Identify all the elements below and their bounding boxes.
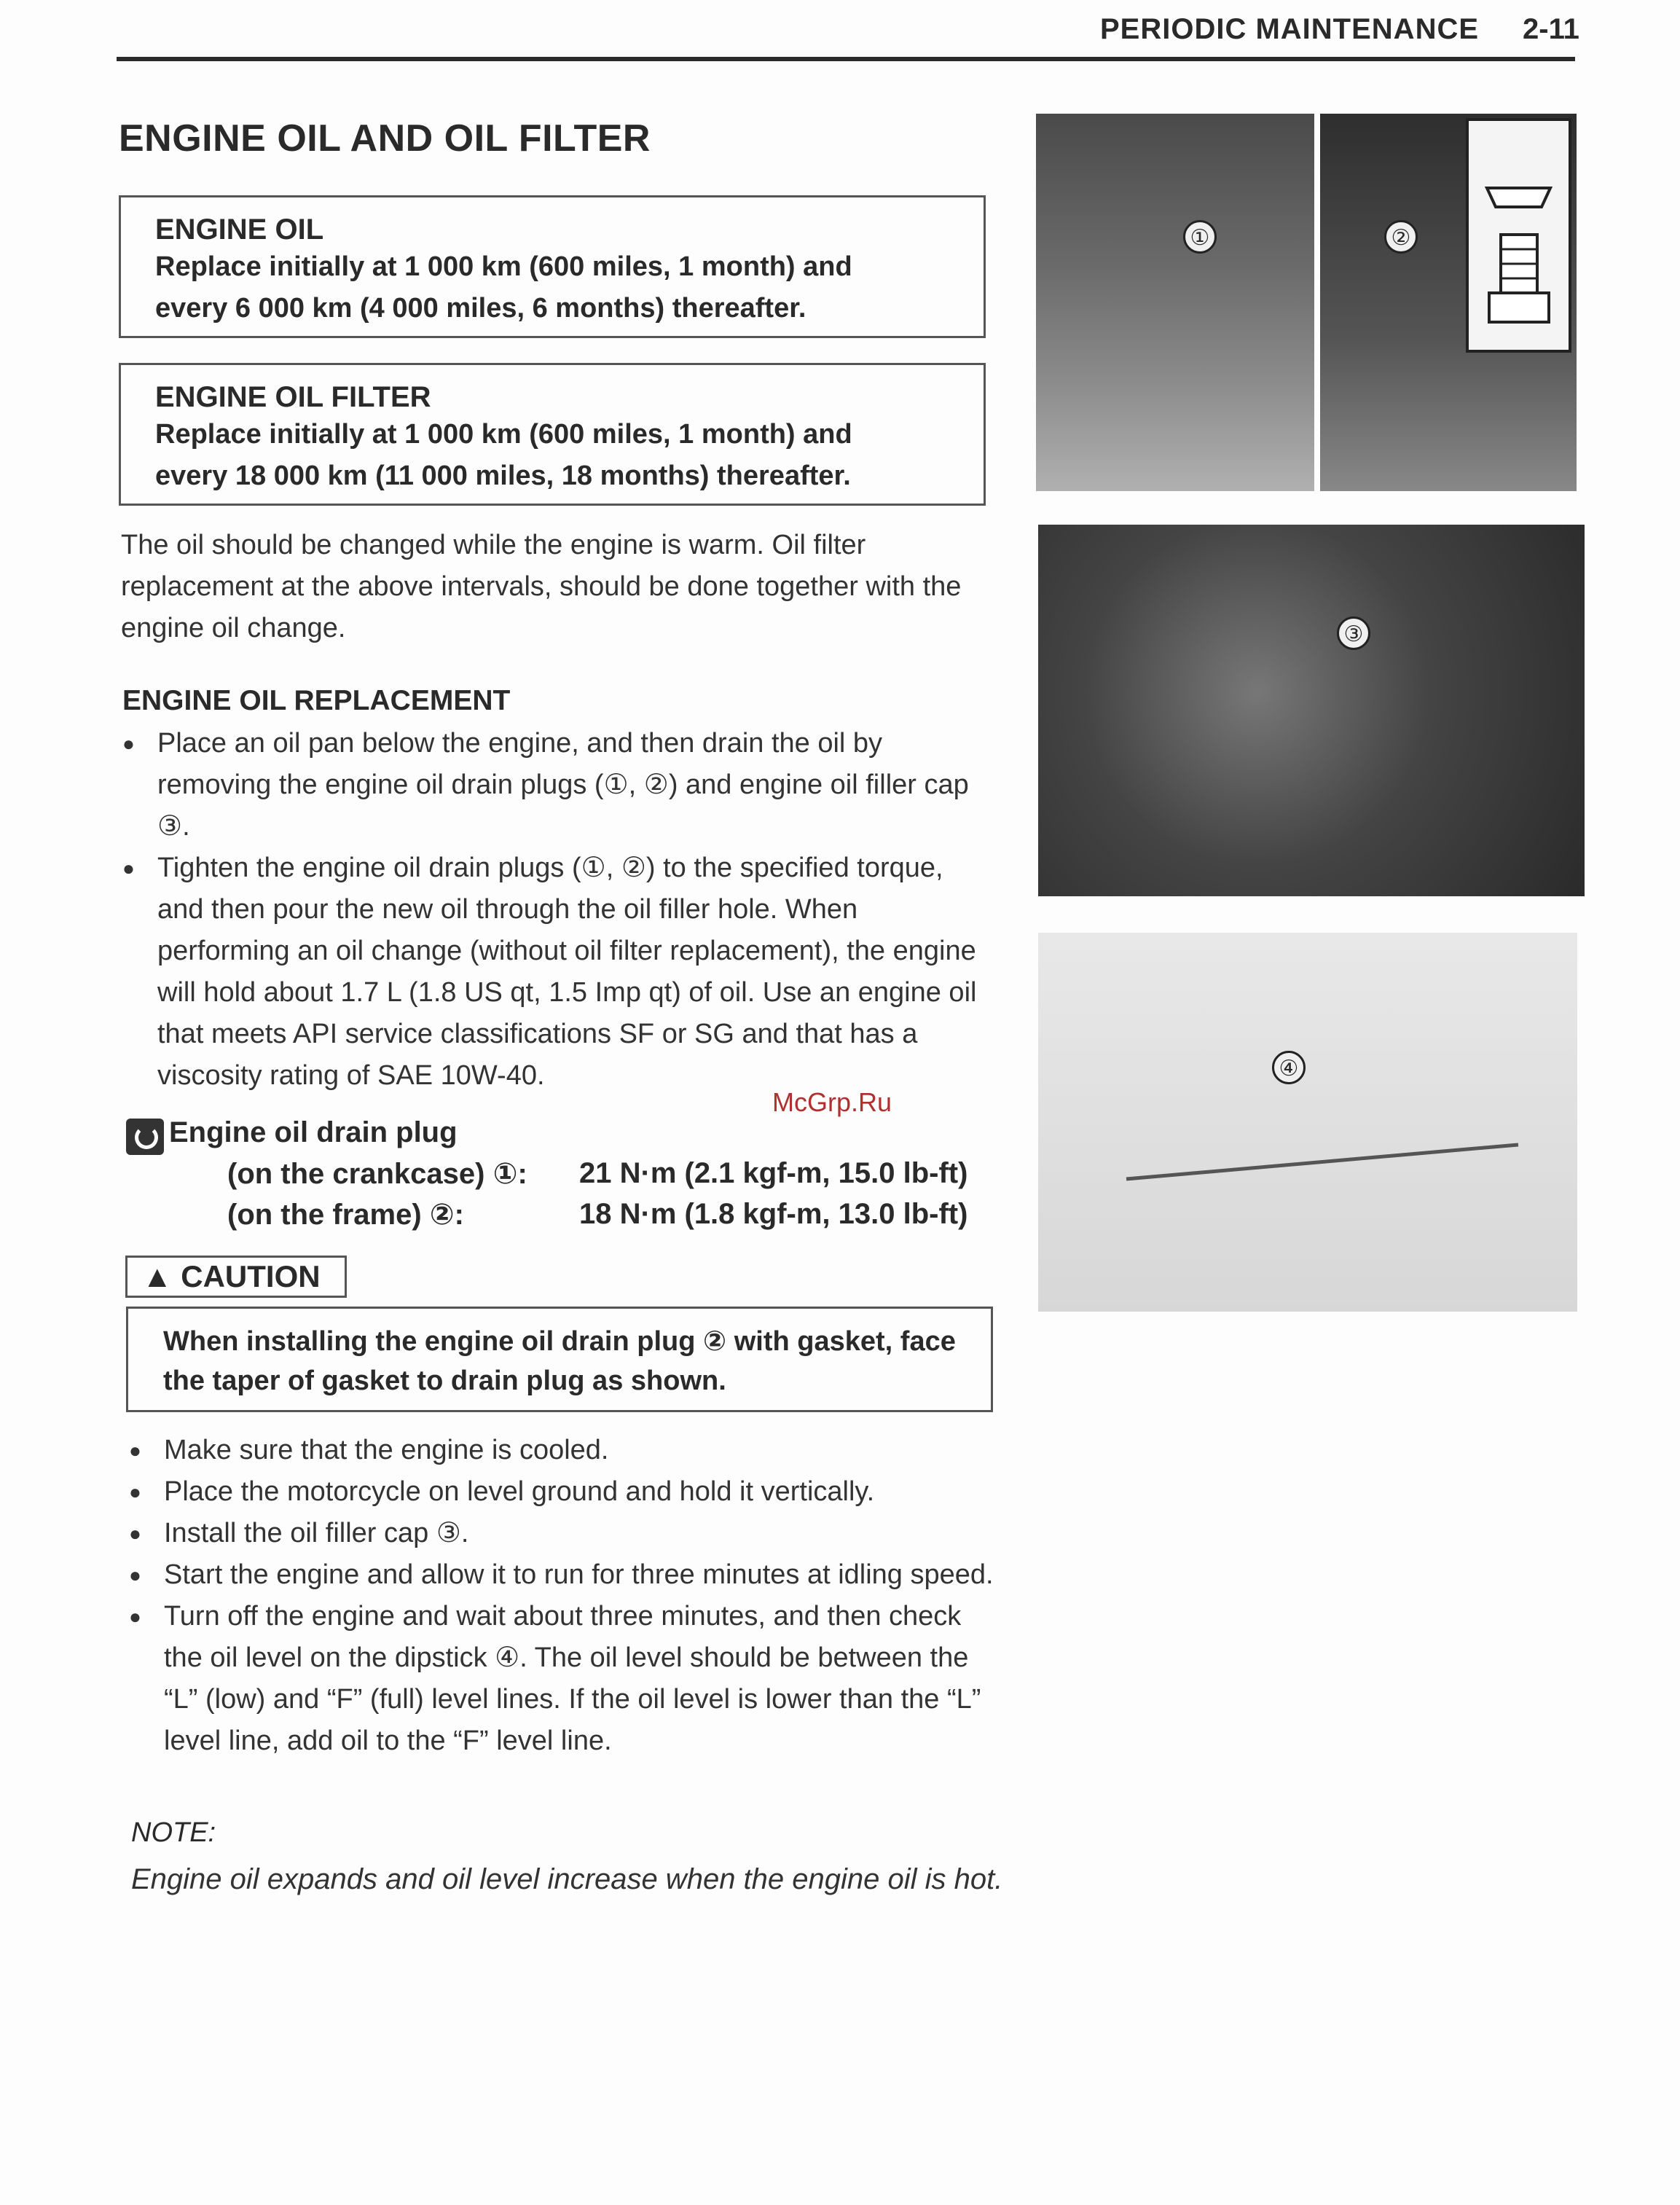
oil-filter-box-title: ENGINE OIL FILTER <box>155 381 431 413</box>
engine-oil-box-title: ENGINE OIL <box>155 214 324 246</box>
torque-crankcase-location: (on the crankcase) ①: <box>227 1158 527 1190</box>
oil-filler-cap-photo <box>1038 525 1585 896</box>
torque-label: Engine oil drain plug <box>169 1116 458 1148</box>
engine-oil-line-1: Replace initially at 1 000 km (600 miles, 1 month) and <box>155 251 852 282</box>
watermark: McGrp.Ru <box>772 1087 892 1117</box>
intro-paragraph: The oil should be changed while the engine is warm. Oil filter replacement at the above intervals, should be done together with the engine oil change. <box>121 530 962 643</box>
note-text: Engine oil expands and oil level increase when the engine oil is hot. <box>131 1863 1003 1895</box>
gasket-detail-inset <box>1466 118 1571 353</box>
callout-1: ① <box>1183 220 1217 254</box>
callout-2: ② <box>1384 220 1418 254</box>
list-item: ● Start the engine and allow it to run for three minutes at idling speed. <box>127 1554 994 1596</box>
engine-oil-line-2: every 6 000 km (4 000 miles, 6 months) thereafter. <box>155 293 806 324</box>
list-item: ● Install the oil filler cap ③. <box>127 1513 994 1554</box>
frame-drain-plug-photo <box>1320 114 1577 491</box>
list-item: ● Tighten the engine oil drain plugs (①, ②) to the specified torque, and then pour the new oil through the oil filler hole. When performing an oil change (without oil filter replacement), the engine will hold about 1.7 L (1.8 US qt, 1.5 Imp qt) of oil. Use an engine oil that meets API service classifications SF or SG and that has a viscosity rating of SAE 10W-40. <box>121 847 988 1097</box>
caution-label-text: CAUTION <box>181 1259 321 1293</box>
crankcase-drain-plug-photo <box>1036 114 1314 491</box>
warning-triangle-icon: ▲ <box>142 1259 173 1293</box>
torque-frame-location: (on the frame) ②: <box>227 1199 464 1231</box>
oil-filter-line-1: Replace initially at 1 000 km (600 miles, 1 month) and <box>155 419 852 450</box>
header-rule <box>117 57 1575 61</box>
list-item: ● Place the motorcycle on level ground and hold it vertically. <box>127 1471 994 1513</box>
torque-crankcase-value: 21 N·m (2.1 kgf-m, 15.0 lb-ft) <box>579 1157 968 1189</box>
page-title: ENGINE OIL AND OIL FILTER <box>119 117 651 160</box>
oil-filter-line-2: every 18 000 km (11 000 miles, 18 months) thereafter. <box>155 461 851 491</box>
replacement-heading: ENGINE OIL REPLACEMENT <box>122 685 511 716</box>
callout-3: ③ <box>1337 616 1370 650</box>
page-number: 2-11 <box>1523 13 1579 45</box>
list-item: ● Make sure that the engine is cooled. <box>127 1430 994 1471</box>
dipstick-photo <box>1038 933 1577 1312</box>
caution-text: When installing the engine oil drain plug ② with gasket, face the taper of gasket to drain plug as shown. <box>163 1326 956 1396</box>
header-section-title: PERIODIC MAINTENANCE <box>1100 13 1480 45</box>
drain-plug-gasket-icon <box>1469 121 1569 350</box>
oil-filter-interval-box <box>119 363 986 506</box>
note-label: NOTE: <box>131 1817 216 1848</box>
callout-4: ④ <box>1272 1051 1306 1084</box>
engine-oil-interval-box <box>119 195 986 338</box>
list-item: ● Place an oil pan below the engine, and then drain the oil by removing the engine oil drain plugs (①, ②) and engine oil filler cap ③. <box>121 723 988 847</box>
list-item: ● Turn off the engine and wait about three minutes, and then check the oil level on the dipstick ④. The oil level should be between the “L” (low) and “F” (full) level lines. If the oil level is lower than the “L” level line, add oil to the “F” level line. <box>127 1596 994 1762</box>
oil-level-check-steps <box>127 1430 994 1762</box>
replacement-steps <box>121 723 988 1097</box>
torque-frame-value: 18 N·m (1.8 kgf-m, 13.0 lb-ft) <box>579 1198 968 1230</box>
torque-wrench-icon <box>126 1119 164 1155</box>
dipstick-shape <box>1126 1143 1518 1180</box>
caution-box <box>126 1307 993 1412</box>
caution-label <box>125 1256 347 1298</box>
